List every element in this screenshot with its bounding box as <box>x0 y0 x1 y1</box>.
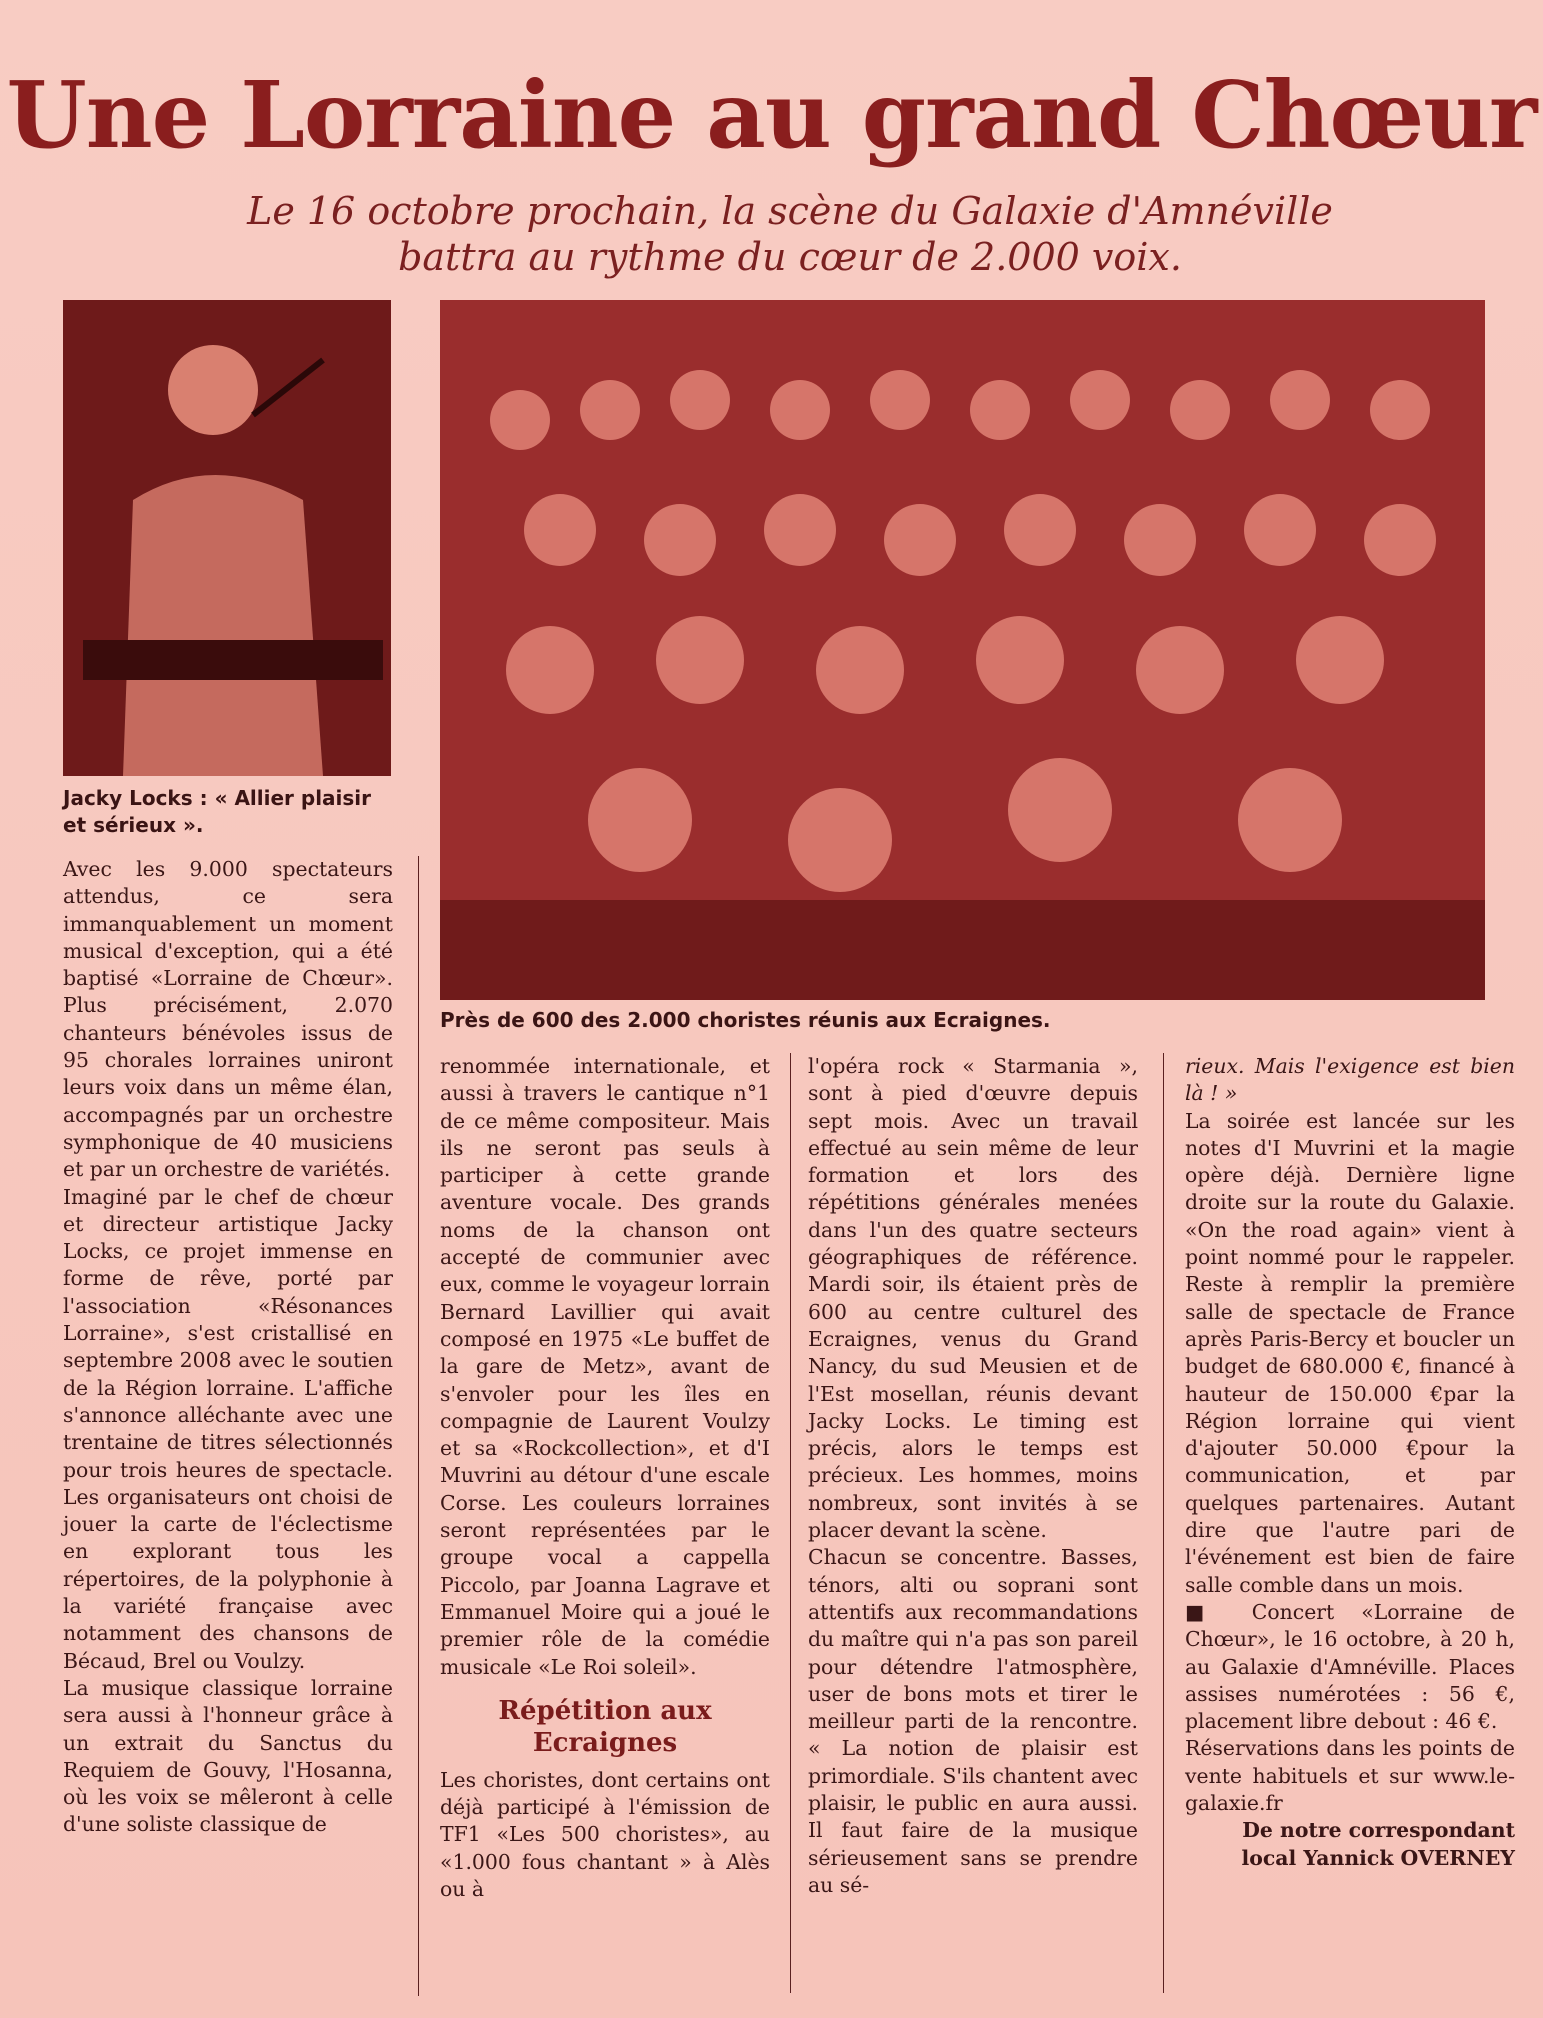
article-column-2 <box>440 1053 770 1903</box>
paragraph: Réservations dans les points de vente habituels et sur www.le-galaxie.fr <box>1185 1736 1515 1816</box>
article-subhead: Le 16 octobre prochain, la scène du Galaxie d'Amnéville battra au rythme du cœur de 2.000 voix. <box>247 189 1333 279</box>
article-column-1 <box>63 856 393 1839</box>
paragraph: rieux. Mais l'exigence est bien là ! » <box>1185 1054 1515 1106</box>
article-column-3 <box>808 1053 1138 1899</box>
choir-photo <box>440 300 1485 1000</box>
paragraph: La soirée est lancée sur les notes d'I Muvrini et la magie opère déjà. Dernière ligne droite sur la route du Galaxie. «On the road again» vient à point nommé pour le rappeler. Reste à remplir la première salle de spectacle de France après Paris-Bercy et boucler un budget de 680.000 €, financé à hauteur de 150.000 €par la Région lorraine qui vient d'ajouter 50.000 €pour la communication, et par quelques partenaires. Autant dire que l'autre pari de l'événement est bien de faire salle comble dans un mois. <box>1185 1108 1515 1597</box>
paragraph: renommée internationale, et aussi à travers le cantique n°1 de ce même compositeur. Mais ils ne seront pas seuls à participer à cette grande aventure vocale. Des grands noms de la chanson ont accepté de communier avec eux, comme le voyageur lorrain Bernard Lavillier qui avait composé en 1975 «Le buffet de la gare de Metz», avant de s'envoler pour les îles en compagnie de Laurent Voulzy et sa «Rockcollection», et d'I Muvrini au détour d'une escale Corse. Les couleurs lorraines seront représentées par le groupe vocal a cappella Piccolo, par Joanna Lagrave et Emmanuel Moire qui a joué le premier rôle de la comédie musicale «Le Roi soleil». <box>440 1054 770 1679</box>
column-rule <box>1163 1053 1164 1993</box>
paragraph: Les choristes, dont certains ont déjà participé à l'émission de TF1 «Les 500 choristes», au «1.000 fous chantant » à Alès ou à <box>440 1767 770 1902</box>
article-headline: Une Lorraine au grand Chœur <box>6 61 1537 169</box>
paragraph: La musique classique lorraine sera aussi à l'honneur grâce à un extrait du Sanctus du Requiem de Gouvy, l'Hosanna, où les voix se mêleront à celle d'une soliste classique de <box>63 1675 393 1837</box>
paragraph: Avec les 9.000 spectateurs attendus, ce sera immanquablement un moment musical d'exception, qui a été baptisé «Lorraine de Chœur». Plus précisément, 2.070 chanteurs bénévoles issus de 95 chorales lorraines uniront leurs voix dans un même élan, accompagnés par un orchestre symphonique de 40 musiciens et par un orchestre de variétés. <box>63 857 393 1182</box>
paragraph: Chacun se concentre. Basses, ténors, alti ou soprani sont attentifs aux recommandations du maître qui n'a pas son pareil pour détendre l'atmosphère, user de bons mots et tirer le meilleur parti de la rencontre. « La notion de plaisir est primordiale. S'ils chantent avec plaisir, le public en aura aussi. Il faut faire de la musique sérieusement sans se prendre au sé- <box>808 1545 1138 1897</box>
paragraph: ■ Concert «Lorraine de Chœur», le 16 octobre, à 20 h, au Galaxie d'Amnéville. Places assises numérotées : 56 €, placement libre debout : 46 €. <box>1185 1599 1515 1734</box>
column-rule <box>418 856 419 1996</box>
section-subtitle: Répétition aux Ecraignes <box>498 1695 712 1758</box>
caption-choir: Près de 600 des 2.000 choristes réunis aux Ecraignes. <box>440 1008 1051 1032</box>
conductor-photo <box>63 300 391 776</box>
caption-conductor: Jacky Locks : « Allier plaisir et sérieux ». <box>63 786 372 837</box>
paragraph: l'opéra rock « Starmania », sont à pied d'œuvre depuis sept mois. Avec un travail effectué au sein même de leur formation et lors des répétitions générales menées dans l'un des quatre secteurs géographiques de référence. Mardi soir, ils étaient près de 600 au centre culturel des Ecraignes, venus du Grand Nancy, du sud Meusien et de l'Est mosellan, réunis devant Jacky Locks. Le timing est précis, alors le temps est précieux. Les hommes, moins nombreux, sont invités à se placer devant la scène. <box>808 1054 1138 1543</box>
paragraph: Imaginé par le chef de chœur et directeur artistique Jacky Locks, ce projet immense en forme de rêve, porté par l'association «Résonances Lorraine», s'est cristallisé en septembre 2008 avec le soutien de la Région lorraine. L'affiche s'annonce alléchante avec une trentaine de titres sélectionnés pour trois heures de spectacle. Les organisateurs ont choisi de jouer la carte de l'éclectisme en explorant tous les répertoires, de la polyphonie à la variété française avec notamment des chansons de Bécaud, Brel ou Voulzy. <box>63 1184 393 1673</box>
article-column-4 <box>1185 1053 1515 1872</box>
column-rule <box>790 1053 791 1993</box>
byline: De notre correspondant local Yannick OVERNEY <box>1241 1818 1515 1870</box>
